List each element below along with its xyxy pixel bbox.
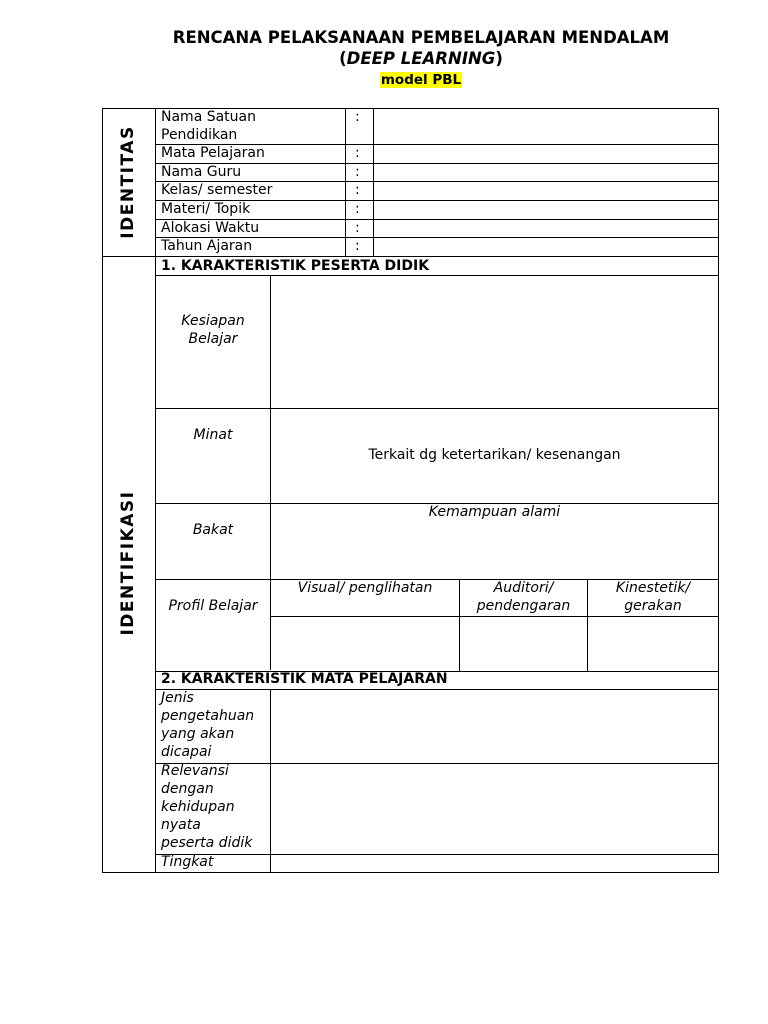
label-nama-guru: Nama Guru: [161, 164, 242, 180]
label-bakat: Bakat: [192, 522, 234, 538]
identitas-colon-divider-right: [373, 108, 374, 257]
value-materi-topik-field[interactable]: [378, 201, 714, 218]
profil-col-kinestetik-line2: gerakan: [624, 598, 682, 614]
value-alokasi-waktu-field[interactable]: [378, 220, 714, 236]
colon: :: [355, 182, 360, 198]
label-tahun-ajaran: Tahun Ajaran: [161, 238, 253, 254]
label-column-divider: [270, 689, 271, 873]
heading-karakteristik-mata-pelajaran: 2. KARAKTERISTIK MATA PELAJARAN: [161, 671, 448, 687]
label-kesiapan-belajar-line1: Kesiapan: [181, 313, 245, 329]
label-relevansi-line5: peserta didik: [161, 835, 253, 851]
colon: :: [355, 164, 360, 180]
value-jenis-pengetahuan-field[interactable]: [276, 692, 714, 759]
rpp-form-table: [102, 108, 719, 873]
document-subtitle: (DEEP LEARNING): [339, 49, 503, 68]
profil-col-auditori-line1: Auditori/: [493, 580, 554, 596]
section-column-divider: [155, 108, 156, 873]
label-tingkat: Tingkat: [161, 854, 214, 870]
value-kesiapan-belajar-field[interactable]: [276, 278, 714, 404]
identitas-colon-divider-left: [345, 108, 346, 257]
value-kinestetik-field[interactable]: [591, 619, 715, 668]
colon: :: [355, 238, 360, 254]
value-kelas-semester-field[interactable]: [378, 182, 714, 199]
label-nama-satuan-line1: Nama Satuan: [161, 109, 256, 125]
label-relevansi-line2: dengan: [161, 781, 214, 797]
row-divider: [155, 689, 719, 690]
label-column-divider: [270, 275, 271, 670]
heading-karakteristik-peserta-didik: 1. KARAKTERISTIK PESERTA DIDIK: [161, 258, 430, 274]
value-nama-satuan-field[interactable]: [378, 110, 714, 142]
label-mata-pelajaran: Mata Pelajaran: [161, 145, 265, 161]
label-kesiapan-belajar-line2: Belajar: [188, 331, 238, 347]
profil-header-divider: [270, 616, 719, 617]
value-relevansi-field[interactable]: [276, 766, 714, 850]
model-label-wrap: [0, 69, 768, 88]
label-jenis-line4: dicapai: [161, 744, 212, 760]
table-border-left: [102, 108, 103, 873]
label-relevansi-line4: nyata: [161, 817, 201, 833]
colon: :: [355, 145, 360, 161]
value-tingkat-field[interactable]: [276, 856, 714, 871]
value-tahun-ajaran-field[interactable]: [378, 238, 714, 255]
value-bakat: Kemampuan alami: [428, 504, 561, 520]
profil-col-auditori-line2: pendengaran: [476, 598, 571, 614]
document-title: RENCANA PELAKSANAAN PEMBELAJARAN MENDALAM: [172, 28, 670, 47]
table-border-right: [718, 108, 719, 873]
colon: :: [355, 109, 360, 125]
label-kelas-semester: Kelas/ semester: [161, 182, 273, 198]
label-jenis-line2: pengetahuan: [161, 708, 255, 724]
value-minat: Terkait dg ketertarikan/ kesenangan: [368, 447, 621, 463]
identitas-section-label: IDENTITAS: [118, 125, 138, 239]
value-nama-guru-field[interactable]: [378, 164, 714, 180]
label-materi-topik: Materi/ Topik: [161, 201, 251, 217]
label-relevansi-line3: kehidupan: [161, 799, 235, 815]
row-divider: [155, 763, 719, 764]
profil-col-kinestetik-line1: Kinestetik/: [615, 580, 691, 596]
label-relevansi-line1: Relevansi: [161, 763, 229, 779]
colon: :: [355, 201, 360, 217]
row-divider: [155, 275, 719, 276]
value-auditori-field[interactable]: [463, 619, 584, 668]
model-label: model PBL: [380, 72, 462, 88]
identifikasi-section-label: IDENTIFIKASI: [118, 490, 138, 636]
colon: :: [355, 220, 360, 236]
row-divider: [155, 854, 719, 855]
label-alokasi-waktu: Alokasi Waktu: [161, 220, 260, 236]
label-nama-satuan-line2: Pendidikan: [161, 127, 238, 143]
profil-col-visual: Visual/ penglihatan: [297, 580, 433, 596]
value-visual-field[interactable]: [274, 619, 456, 668]
label-profil-belajar: Profil Belajar: [168, 598, 258, 614]
value-mata-pelajaran-field[interactable]: [378, 145, 714, 162]
label-minat: Minat: [193, 427, 233, 443]
label-jenis-line3: yang akan: [161, 726, 235, 742]
table-border-bottom: [102, 872, 719, 873]
label-jenis-line1: Jenis: [161, 690, 194, 706]
row-divider: [155, 408, 719, 409]
